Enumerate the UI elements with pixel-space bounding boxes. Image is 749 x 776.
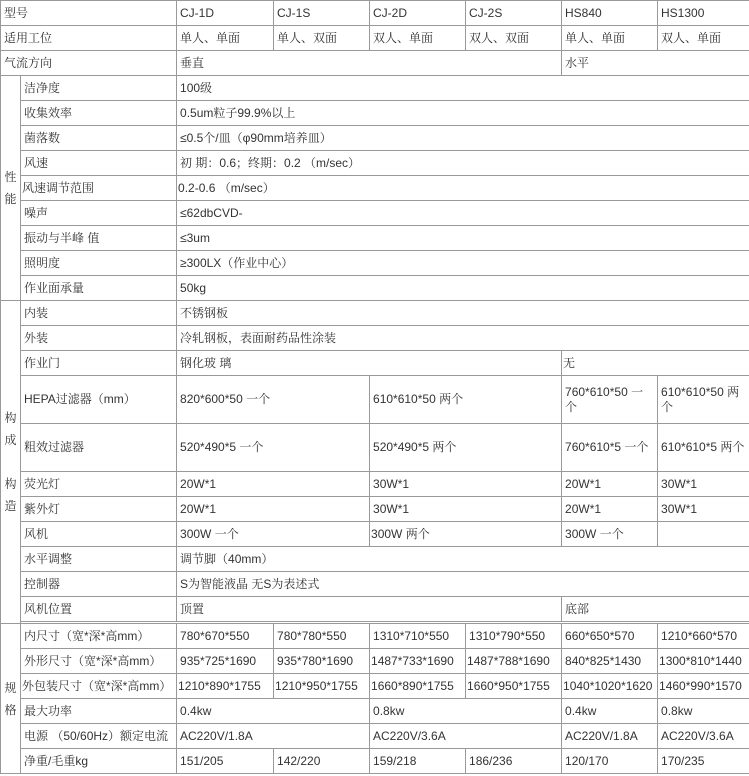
value-cell: 双人、单面 — [370, 26, 466, 51]
value-cell: 20W*1 — [562, 497, 658, 522]
model-cell: HS840 — [562, 1, 658, 26]
value-cell: 无 — [562, 351, 749, 376]
value-cell: 151/205 — [177, 749, 274, 774]
row-label: 照明度 — [21, 251, 177, 276]
row-label: 荧光灯 — [21, 472, 177, 497]
value-cell: 底部 — [562, 597, 749, 622]
row-label: 电源 （50/60Hz）额定电流 — [21, 724, 177, 749]
value-cell: ≤0.5个/皿（φ90mm培养皿） — [177, 126, 749, 151]
value-cell: 1487*788*1690 — [466, 649, 562, 674]
value-cell: 760*610*5 一个 — [562, 424, 658, 472]
value-cell: 520*490*5 两个 — [370, 424, 562, 472]
row-door — [1, 351, 749, 376]
value-cell: 660*650*570 — [562, 624, 658, 649]
value-cell: 1310*790*550 — [466, 624, 562, 649]
value-cell: 20W*1 — [177, 472, 370, 497]
value-cell: 单人、单面 — [177, 26, 274, 51]
row-label: 型号 — [1, 1, 177, 26]
row-max-power — [1, 699, 749, 724]
group-char: 规 — [4, 680, 17, 695]
model-cell: CJ-2D — [370, 1, 466, 26]
value-cell: 0.2-0.6 （m/sec） — [177, 176, 749, 201]
value-cell: 170/235 — [658, 749, 749, 774]
value-cell: 调节脚（40mm） — [177, 547, 749, 572]
value-cell: 935*725*1690 — [177, 649, 274, 674]
row-label: 气流方向 — [1, 51, 177, 76]
value-cell: 1210*950*1755 — [274, 674, 370, 699]
row-weight — [1, 749, 749, 774]
row-label: 粗效过滤器 — [21, 424, 177, 472]
value-cell: 820*600*50 一个 — [177, 376, 370, 424]
group-char: 成 — [4, 433, 17, 447]
value-cell: 935*780*1690 — [274, 649, 370, 674]
value-cell: 1310*710*550 — [370, 624, 466, 649]
row-label: 紫外灯 — [21, 497, 177, 522]
value-cell — [658, 522, 749, 547]
row-label: 振动与半峰 值 — [21, 226, 177, 251]
value-cell: 780*780*550 — [274, 624, 370, 649]
value-cell: 760*610*50 一个 — [562, 376, 658, 424]
value-cell: 钢化玻 璃 — [177, 351, 562, 376]
row-hepa — [1, 376, 749, 424]
row-uv — [1, 497, 749, 522]
row-wind-speed — [1, 151, 749, 176]
row-cleanliness — [1, 76, 749, 101]
value-cell: 垂直 — [177, 51, 562, 76]
value-cell: S为智能液晶 无S为表述式 — [177, 572, 749, 597]
row-fan — [1, 522, 749, 547]
row-label: 外形尺寸（宽*深*高mm） — [21, 649, 177, 674]
value-cell: 20W*1 — [177, 497, 370, 522]
value-cell: 186/236 — [466, 749, 562, 774]
value-cell: 780*670*550 — [177, 624, 274, 649]
row-colony — [1, 126, 749, 151]
row-inner — [1, 301, 749, 326]
row-label: 风机 — [21, 522, 177, 547]
row-efficiency — [1, 101, 749, 126]
value-cell: AC220V/3.6A — [658, 724, 749, 749]
value-cell: 159/218 — [370, 749, 466, 774]
row-label: 菌落数 — [21, 126, 177, 151]
value-cell: 50kg — [177, 276, 749, 301]
row-label: 风机位置 — [21, 597, 177, 622]
row-label: 最大功率 — [21, 699, 177, 724]
group-char: 性 — [4, 170, 17, 184]
row-label: HEPA过滤器（mm） — [21, 376, 177, 424]
value-cell: 610*610*50 两个 — [658, 376, 749, 424]
row-inner-size — [1, 624, 749, 649]
group-char: 造 — [4, 499, 17, 513]
value-cell: 1460*990*1570 — [658, 674, 749, 699]
row-label: 风速 — [21, 151, 177, 176]
row-label: 洁净度 — [21, 76, 177, 101]
row-label: 净重/毛重kg — [21, 749, 177, 774]
row-leveling — [1, 547, 749, 572]
value-cell: 双人、单面 — [658, 26, 749, 51]
row-wind-range — [1, 176, 749, 201]
row-illuminance — [1, 251, 749, 276]
value-cell: 1210*890*1755 — [177, 674, 274, 699]
value-cell: 30W*1 — [658, 472, 749, 497]
row-label: 作业门 — [21, 351, 177, 376]
row-label: 内尺寸（宽*深*高mm） — [21, 624, 177, 649]
value-cell: 初 期：0.6；终期：0.2 （m/sec） — [177, 151, 749, 176]
value-cell: 单人、双面 — [274, 26, 370, 51]
value-cell: 双人、双面 — [466, 26, 562, 51]
row-coarse — [1, 424, 749, 472]
row-label: 内装 — [21, 301, 177, 326]
row-controller — [1, 572, 749, 597]
row-vibration — [1, 226, 749, 251]
value-cell: AC220V/1.8A — [562, 724, 658, 749]
group-char: 格 — [4, 702, 17, 717]
row-fluorescent — [1, 472, 749, 497]
row-label: 外包装尺寸（宽*深*高mm） — [21, 674, 177, 699]
group-char: 构 — [4, 477, 17, 491]
row-outer — [1, 326, 749, 351]
group-char: 构 — [4, 411, 17, 425]
value-cell: 520*490*5 一个 — [177, 424, 370, 472]
row-label: 风速调节范围 — [21, 176, 177, 201]
value-cell: 单人、单面 — [562, 26, 658, 51]
value-cell: 20W*1 — [562, 472, 658, 497]
value-cell: 0.5um粒子99.9%以上 — [177, 101, 749, 126]
value-cell: 610*610*50 两个 — [370, 376, 562, 424]
row-package-size — [1, 674, 749, 699]
value-cell: 30W*1 — [370, 497, 562, 522]
row-load — [1, 276, 749, 301]
value-cell: AC220V/3.6A — [370, 724, 562, 749]
row-power-supply — [1, 724, 749, 749]
group-char: 能 — [4, 192, 17, 206]
row-label: 水平调整 — [21, 547, 177, 572]
value-cell: 1210*660*570 — [658, 624, 749, 649]
value-cell: 300W 一个 — [562, 522, 658, 547]
row-usage — [1, 26, 749, 51]
value-cell: 142/220 — [274, 749, 370, 774]
group-structure — [1, 301, 21, 624]
row-noise — [1, 201, 749, 226]
model-cell: CJ-2S — [466, 1, 562, 26]
value-cell: 0.8kw — [370, 699, 562, 724]
value-cell: ≤3um — [177, 226, 749, 251]
value-cell: 0.4kw — [177, 699, 370, 724]
model-cell: CJ-1D — [177, 1, 274, 26]
value-cell: 不锈钢板 — [177, 301, 749, 326]
row-label: 噪声 — [21, 201, 177, 226]
value-cell: 水平 — [562, 51, 749, 76]
value-cell: 300W 一个 — [177, 522, 370, 547]
row-airflow — [1, 51, 749, 76]
value-cell: 30W*1 — [370, 472, 562, 497]
value-cell: 1300*810*1440 — [658, 649, 749, 674]
row-fan-position — [1, 597, 749, 622]
value-cell: AC220V/1.8A — [177, 724, 370, 749]
value-cell: 1660*950*1755 — [466, 674, 562, 699]
value-cell: 30W*1 — [658, 497, 749, 522]
value-cell: 顶置 — [177, 597, 562, 622]
value-cell: 840*825*1430 — [562, 649, 658, 674]
value-cell: 0.8kw — [658, 699, 749, 724]
value-cell: 0.4kw — [562, 699, 658, 724]
row-label: 适用工位 — [1, 26, 177, 51]
group-specs — [1, 624, 21, 774]
value-cell: 120/170 — [562, 749, 658, 774]
row-label: 控制器 — [21, 572, 177, 597]
row-outer-size — [1, 649, 749, 674]
value-cell: 300W 两个 — [370, 522, 562, 547]
value-cell: 1660*890*1755 — [370, 674, 466, 699]
row-label: 外装 — [21, 326, 177, 351]
value-cell: ≥300LX（作业中心） — [177, 251, 749, 276]
group-performance — [1, 76, 21, 301]
row-label: 收集效率 — [21, 101, 177, 126]
value-cell: 冷轧钢板，表面耐药品性涂装 — [177, 326, 749, 351]
model-cell: CJ-1S — [274, 1, 370, 26]
row-label: 作业面承量 — [21, 276, 177, 301]
value-cell: 1040*1020*1620 — [562, 674, 658, 699]
row-model — [1, 1, 749, 26]
value-cell: 100级 — [177, 76, 749, 101]
value-cell: 1487*733*1690 — [370, 649, 466, 674]
value-cell: 610*610*5 两个 — [658, 424, 749, 472]
model-cell: HS1300 — [658, 1, 749, 26]
value-cell: ≤62dbCVD- — [177, 201, 749, 226]
